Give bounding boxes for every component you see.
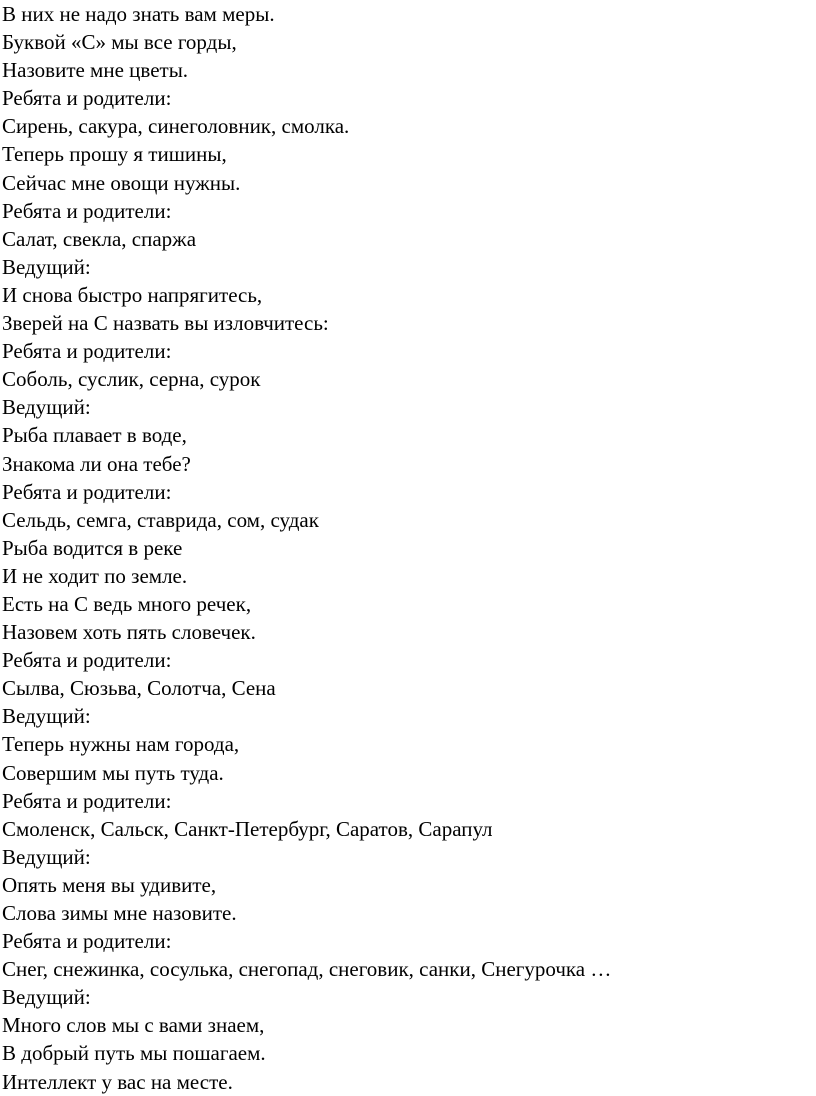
text-line: Опять меня вы удивите,	[2, 872, 217, 897]
text-line: Назовите мне цветы.	[2, 58, 189, 83]
text-line: Много слов мы с вами знаем,	[2, 1013, 265, 1038]
text-line: И снова быстро напрягитесь,	[2, 282, 263, 307]
text-line: Ведущий:	[2, 844, 91, 869]
text-line: Смоленск, Сальск, Санкт-Петербург, Саратов, Сарапул	[2, 816, 493, 841]
text-line: Есть на С ведь много речек,	[2, 591, 252, 616]
text-line: Сейчас мне овощи нужны.	[2, 170, 241, 195]
text-line: В добрый путь мы пошагаем.	[2, 1041, 266, 1066]
text-line: Снег, снежинка, сосулька, снегопад, снеговик, санки, Снегурочка …	[2, 957, 612, 982]
text-line: Буквой «С» мы все горды,	[2, 30, 237, 55]
text-lines	[2, 0, 611, 1096]
text-line: Сирень, сакура, синеголовник, смолка.	[2, 114, 350, 139]
text-line: Ребята и родители:	[2, 86, 172, 111]
text-line: Ведущий:	[2, 254, 91, 279]
text-line: Ребята и родители:	[2, 788, 172, 813]
text-line: Назовем хоть пять словечек.	[2, 620, 256, 645]
text-line: Теперь прошу я тишины,	[2, 142, 227, 167]
text-line: Знакома ли она тебе?	[2, 451, 191, 476]
text-line: Зверей на С назвать вы изловчитесь:	[2, 311, 329, 336]
text-line: Ведущий:	[2, 704, 91, 729]
text-line: Ведущий:	[2, 985, 91, 1010]
text-line: Теперь нужны нам города,	[2, 732, 240, 757]
text-line: Рыба плавает в воде,	[2, 423, 187, 448]
text-line: Ребята и родители:	[2, 198, 172, 223]
text-line: Сельдь, семга, ставрида, сом, судак	[2, 507, 319, 532]
text-line: Рыба водится в реке	[2, 535, 183, 560]
text-line: Ребята и родители:	[2, 339, 172, 364]
text-line: Совершим мы путь туда.	[2, 760, 224, 785]
text-line: Слова зимы мне назовите.	[2, 901, 237, 925]
text-line: Соболь, суслик, серна, сурок	[2, 367, 261, 392]
text-line: Ребята и родители:	[2, 479, 172, 504]
text-line: Ведущий:	[2, 395, 91, 420]
text-line: Интеллект у вас на месте.	[2, 1069, 233, 1094]
text-line: В них не надо знать вам меры.	[2, 2, 275, 26]
text-line: Салат, свекла, спаржа	[2, 226, 197, 251]
text-line: Сылва, Сюзьва, Солотча, Сена	[2, 676, 276, 701]
text-line: И не ходит по земле.	[2, 563, 188, 588]
text-line: Ребята и родители:	[2, 648, 172, 673]
text-line: Ребята и родители:	[2, 929, 172, 954]
